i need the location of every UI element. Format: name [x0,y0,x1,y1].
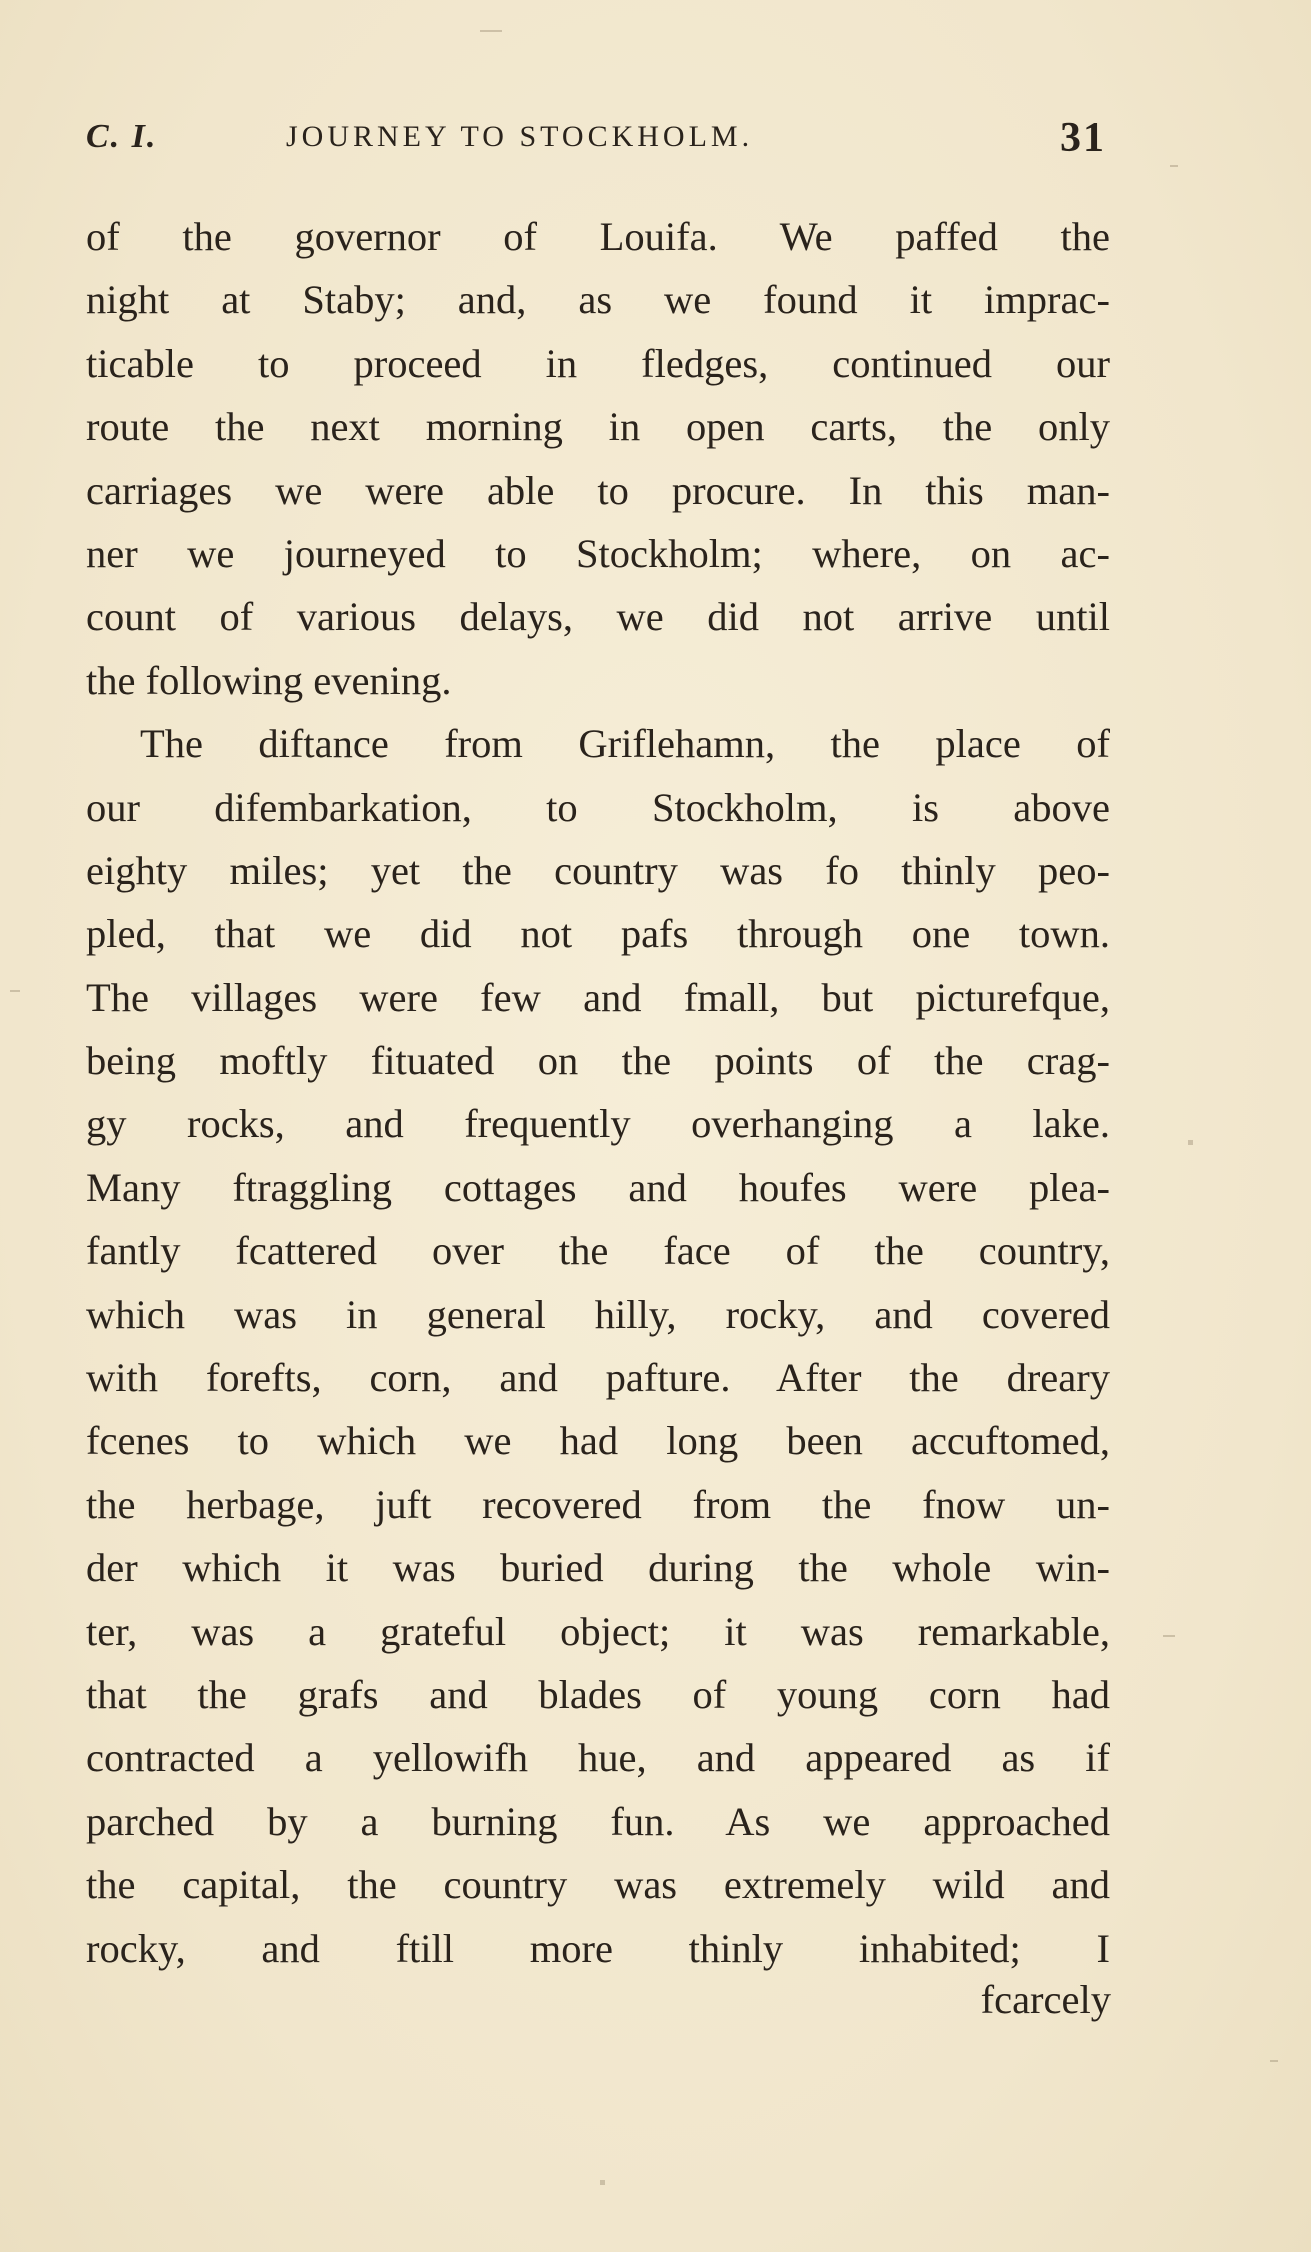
text-line: pled, that we did not pafs through one town. [86,911,1110,957]
text-line: the following evening. [86,657,452,703]
text-line: fcenes to which we had long been accuftomed, [86,1418,1110,1464]
print-speck [600,2180,605,2185]
text-line: our difembarkation, to Stockholm, is above [86,784,1110,830]
text-line: the capital, the country was extremely wild and [86,1862,1110,1908]
text-line: being moftly fituated on the points of the crag- [86,1038,1110,1084]
text-line: that the grafs and blades of young corn had [86,1671,1110,1717]
text-line: parched by a burning fun. As we approached [86,1798,1110,1844]
text-line: night at Staby; and, as we found it imprac- [86,277,1110,323]
print-speck [1270,2060,1278,2062]
text-line: route the next morning in open carts, the only [86,404,1110,450]
print-speck [1170,165,1178,167]
text-line: the herbage, juft recovered from the fnow un- [86,1481,1110,1527]
page-number: 31 [1060,115,1106,161]
catchword: fcarcely [980,1977,1111,2022]
text-line: gy rocks, and frequently overhanging a lake. [86,1101,1110,1147]
print-speck [1188,1140,1193,1145]
text-line: count of various delays, we did not arrive until [86,594,1110,640]
text-line: of the governor of Louifa. We paffed the [86,214,1110,259]
text-line: rocky, and ftill more thinly inhabited; I [86,1925,1110,1971]
print-speck [1163,1635,1175,1637]
print-speck [480,30,502,32]
text-line: which was in general hilly, rocky, and covered [86,1291,1110,1337]
text-line: ticable to proceed in fledges, continued our [86,340,1110,386]
running-title: JOURNEY TO STOCKHOLM. [286,120,754,153]
text-line: Many ftraggling cottages and houfes were plea- [86,1164,1110,1210]
chapter-signature: C. I. [86,118,158,155]
text-line: contracted a yellowifh hue, and appeared as if [86,1735,1110,1781]
text-line: The villages were few and fmall, but picturefque, [86,974,1110,1020]
text-line: The diftance from Griflehamn, the place of [140,721,1110,767]
text-line: fantly fcattered over the face of the country, [86,1228,1110,1274]
text-line: ner we journeyed to Stockholm; where, on ac- [86,530,1110,576]
text-line: der which it was buried during the whole win- [86,1545,1110,1591]
print-speck [10,990,20,992]
page-header [86,115,1106,178]
text-line: with forefts, corn, and pafture. After the dreary [86,1355,1110,1401]
text-line: carriages we were able to procure. In this man- [86,467,1110,513]
body-text [86,205,1110,1980]
text-line: ter, was a grateful object; it was remarkable, [86,1608,1110,1654]
text-line: eighty miles; yet the country was fo thinly peo- [86,847,1110,893]
